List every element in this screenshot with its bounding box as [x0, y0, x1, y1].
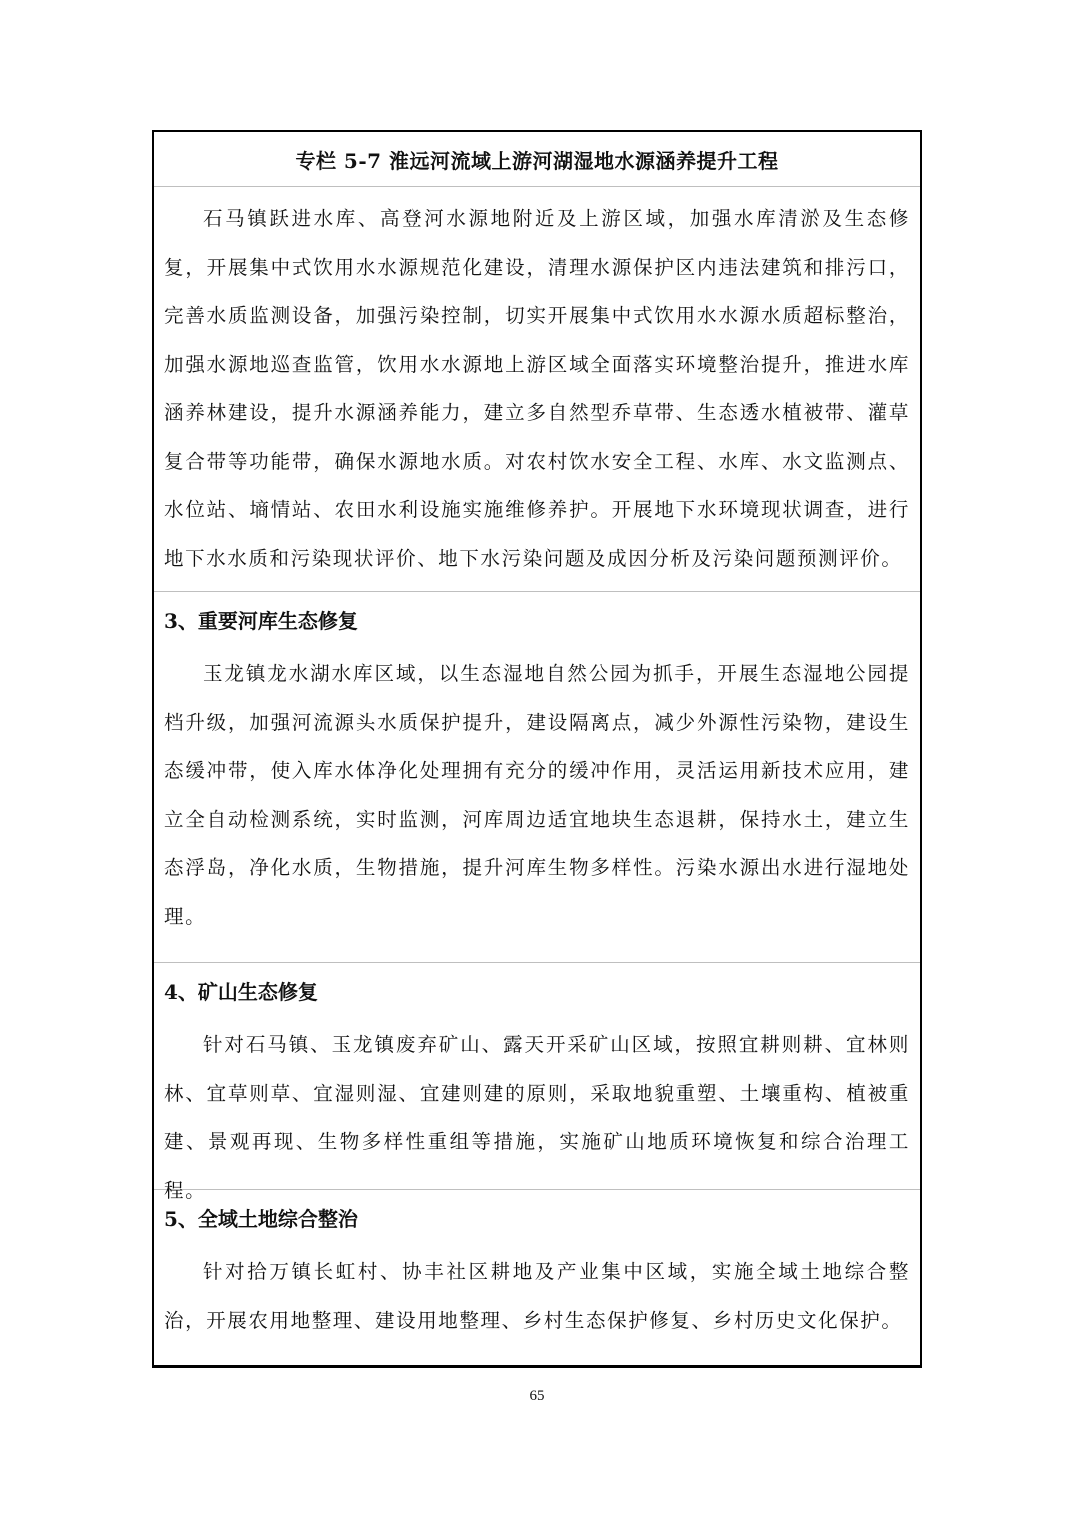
box-title: 专栏 5-7 淮远河流域上游河湖湿地水源涵养提升工程 [154, 132, 920, 187]
section-heading: 5、全域土地综合整治 [164, 1207, 358, 1231]
section-heading: 4、矿山生态修复 [164, 980, 318, 1004]
page-number: 65 [529, 1388, 545, 1404]
section-river-reservoir [154, 592, 920, 963]
section-paragraph: 针对拾万镇长虹村、协丰社区耕地及产业集中区域，实施全域土地综合整治，开展农用地整理、建设用地整理、乡村生态保护修复、乡村历史文化保护。 [164, 1260, 910, 1332]
section-heading: 3、重要河库生态修复 [164, 609, 358, 633]
section-land-consolidation [154, 1190, 920, 1345]
section-mine-restoration [154, 963, 920, 1202]
section-water-source [154, 187, 920, 592]
section-paragraph: 石马镇跃进水库、高登河水源地附近及上游区域，加强水库清淤及生态修复，开展集中式饮用水水源规范化建设，清理水源保护区内违法建筑和排污口，完善水质监测设备，加强污染控制，切实开展集中式饮用水水源水质超标整治，加强水源地巡查监管，饮用水水源地上游区域全面落实环境整治提升，推进水库涵养林建设，提升水源涵养能力，建立多自然型乔草带、生态透水植被带、灌草复合带等功能带，确保水源地水质。对农村饮水安全工程、水库、水文监测点、水位站、墒情站、农田水利设施实施维修养护。开展地下水环境现状调查，进行地下水水质和污染现状评价、地下水污染问题及成因分析及污染问题预测评价。 [164, 207, 910, 570]
section-paragraph: 针对石马镇、玉龙镇废弃矿山、露天开采矿山区域，按照宜耕则耕、宜林则林、宜草则草、宜湿则湿、宜建则建的原则，采取地貌重塑、土壤重构、植被重建、景观再现、生物多样性重组等措施，实施矿山地质环境恢复和综合治理工程。 [164, 1033, 910, 1202]
section-paragraph: 玉龙镇龙水湖水库区域，以生态湿地自然公园为抓手，开展生态湿地公园提档升级，加强河流源头水质保护提升，建设隔离点，减少外源性污染物，建设生态缓冲带，使入库水体净化处理拥有充分的缓冲作用，灵活运用新技术应用，建立全自动检测系统，实时监测，河库周边适宜地块生态退耕，保持水土，建立生态浮岛，净化水质，生物措施，提升河库生物多样性。污染水源出水进行湿地处理。 [164, 662, 910, 928]
feature-box [152, 130, 922, 1368]
